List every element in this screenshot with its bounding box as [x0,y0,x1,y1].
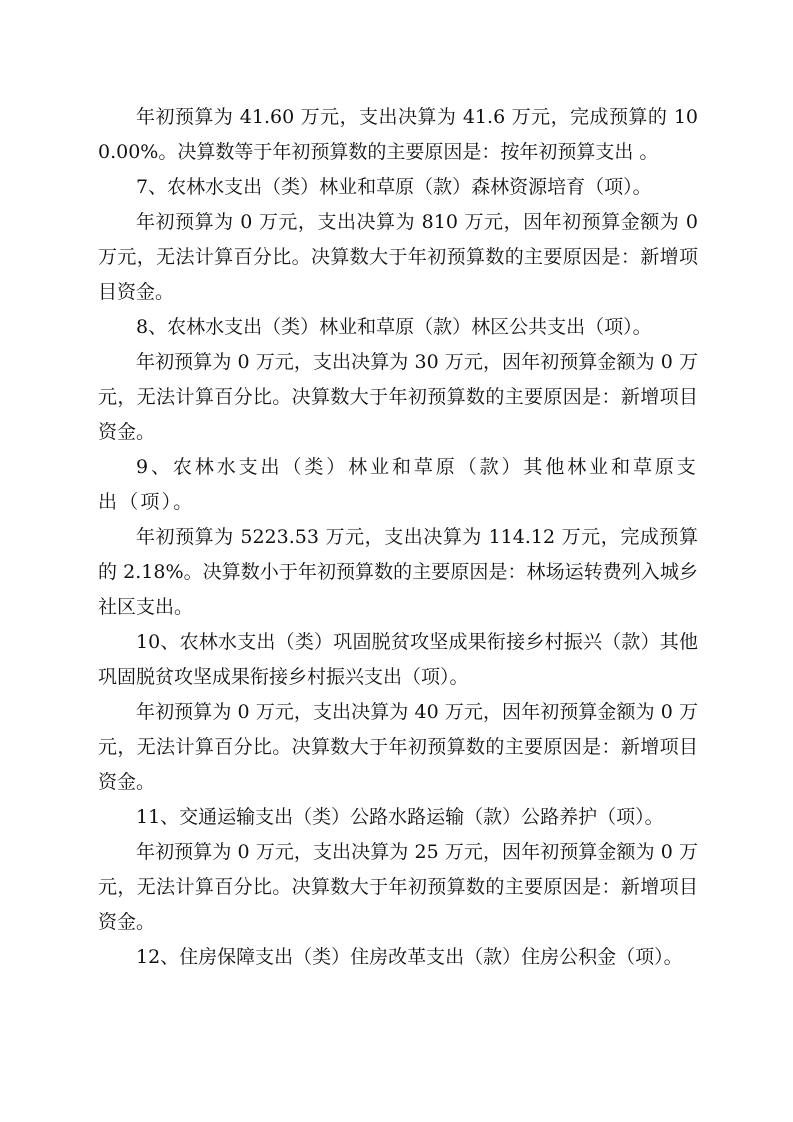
paragraph-budget-30: 年初预算为 0 万元，支出决算为 30 万元，因年初预算金额为 0 万元，无法计算百分比。决算数大于年初预算数的主要原因是：新增项目资金。 [98,351,698,443]
paragraph-budget-40: 年初预算为 0 万元，支出决算为 40 万元，因年初预算金额为 0 万元，无法计算百分比。决算数大于年初预算数的主要原因是：新增项目资金。 [98,701,698,793]
document-body [98,100,698,975]
heading-item-12: 12、住房保障支出（类）住房改革支出（款）住房公积金（项）。 [136,946,683,968]
paragraph-budget-41-60: 年初预算为 41.60 万元，支出决算为 41.6 万元，完成预算的 100.00%。决算数等于年初预算数的主要原因是：按年初预算支出 。 [98,106,698,163]
heading-item-7: 7、农林水支出（类）林业和草原（款）森林资源培育（项）。 [136,176,652,198]
paragraph-budget-5223-53: 年初预算为 5223.53 万元，支出决算为 114.12 万元，完成预算的 2.18%。决算数小于年初预算数的主要原因是：林场运转费列入城乡社区支出。 [98,526,698,618]
heading-item-11: 11、交通运输支出（类）公路水路运输（款）公路养护（项）。 [136,806,664,828]
heading-item-9: 9、农林水支出（类）林业和草原（款）其他林业和草原支出（项）。 [98,456,698,513]
paragraph-budget-810: 年初预算为 0 万元，支出决算为 810 万元，因年初预算金额为 0 万元，无法计算百分比。决算数大于年初预算数的主要原因是：新增项目资金。 [98,211,698,303]
heading-item-10: 10、农林水支出（类）巩固脱贫攻坚成果衔接乡村振兴（款）其他巩固脱贫攻坚成果衔接乡村振兴支出（项）。 [98,631,698,688]
paragraph-budget-25: 年初预算为 0 万元，支出决算为 25 万元，因年初预算金额为 0 万元，无法计算百分比。决算数大于年初预算数的主要原因是：新增项目资金。 [98,841,698,933]
heading-item-8: 8、农林水支出（类）林业和草原（款）林区公共支出（项）。 [136,316,652,338]
